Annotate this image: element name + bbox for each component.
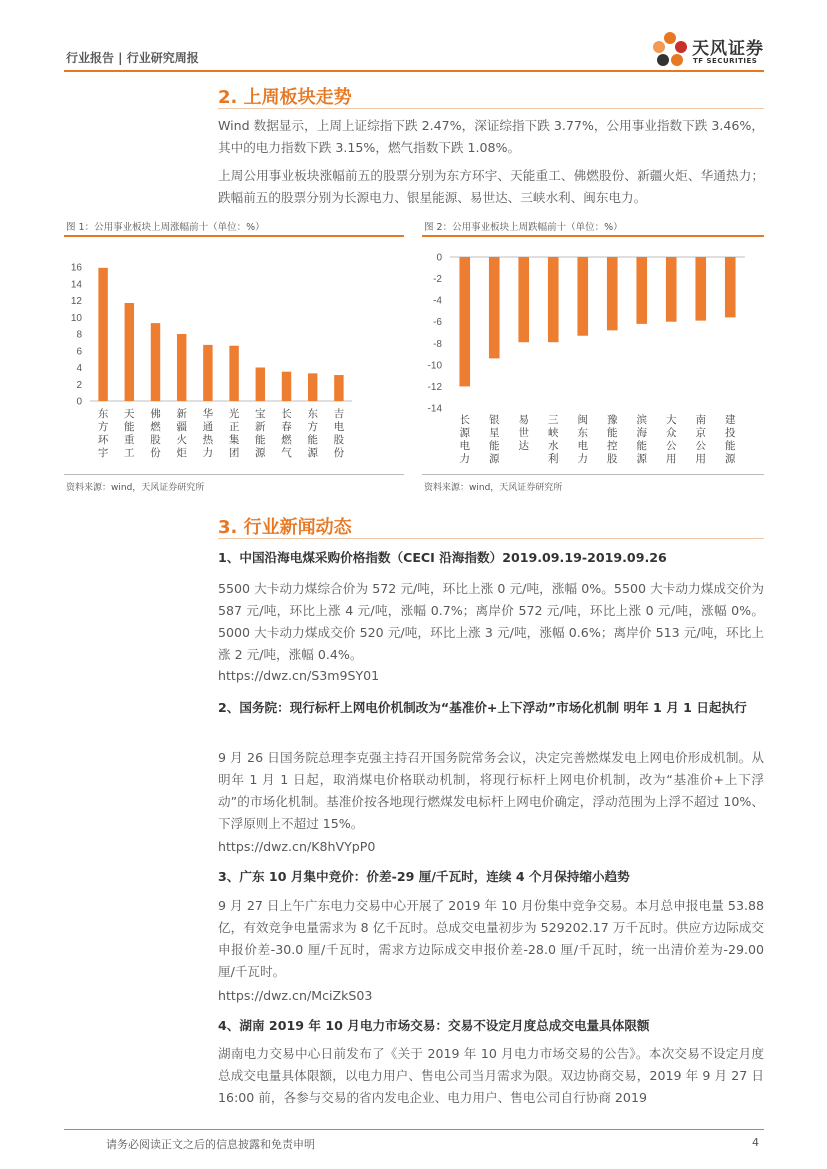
news-2-link[interactable]: https://dwz.cn/K8hVYpP0 — [218, 839, 376, 854]
brand-logo — [650, 30, 770, 74]
figure-1-title: 图 1：公用事业板块上周涨幅前十（单位：%） — [66, 222, 265, 233]
figure-1-rule — [64, 235, 404, 237]
news-3-link[interactable]: https://dwz.cn/MciZkS03 — [218, 988, 373, 1003]
losers-category-label: 银星能源 — [489, 414, 500, 465]
gainers-bar — [177, 334, 186, 401]
losers-bar — [459, 257, 470, 386]
losers-y-tick-label: -4 — [433, 295, 442, 307]
losers-bar — [636, 257, 647, 324]
figure-2-rule — [422, 235, 764, 237]
losers-bar — [607, 257, 618, 330]
gainers-bar — [256, 368, 265, 402]
losers-bar — [666, 257, 677, 322]
losers-y-tick-label: -2 — [433, 274, 442, 286]
gainers-y-tick-label: 12 — [70, 296, 82, 307]
figure-1-source-rule — [64, 474, 404, 475]
losers-bar — [577, 257, 588, 336]
losers-bar — [725, 257, 736, 317]
gainers-category-label: 吉电股份 — [333, 408, 345, 459]
gainers-category-label: 佛燃股份 — [150, 408, 161, 459]
losers-y-tick-label: 0 — [436, 252, 442, 264]
gainers-bar-chart — [62, 242, 406, 464]
losers-category-label: 闽东电力 — [577, 414, 588, 465]
losers-category-label: 易世达 — [518, 414, 529, 452]
flower-logo-icon — [650, 30, 690, 74]
news-4-title: 4、湖南 2019 年 10 月电力市场交易：交易不设定月度总成交电量具体限额 — [218, 1018, 650, 1033]
section-2-title: 2. 上周板块走势 — [218, 87, 352, 108]
section-2-rule — [218, 108, 764, 109]
gainers-bar — [125, 303, 134, 401]
gainers-category-label: 东方能源 — [307, 408, 318, 459]
gainers-y-tick-label: 6 — [76, 346, 82, 358]
gainers-y-tick-label: 8 — [76, 329, 82, 341]
losers-y-tick-label: -12 — [427, 381, 442, 393]
losers-bar — [695, 257, 706, 321]
footer-rule — [64, 1129, 764, 1130]
page-number: 4 — [752, 1136, 759, 1149]
gainers-category-label: 长春燃气 — [281, 408, 292, 459]
logo-chinese-name: 天风证券 — [692, 39, 764, 59]
losers-category-label: 豫能控股 — [607, 414, 618, 465]
gainers-category-label: 新疆火炬 — [176, 408, 187, 459]
losers-y-tick-label: -14 — [427, 403, 442, 415]
losers-y-tick-label: -6 — [433, 317, 442, 329]
section-3-rule — [218, 538, 764, 539]
figure-2-title: 图 2：公用事业板块上周跌幅前十（单位：%） — [424, 222, 623, 233]
losers-y-tick-label: -8 — [433, 338, 442, 350]
news-1-title: 1、中国沿海电煤采购价格指数（CECI 沿海指数）2019.09.19-2019.09.26 — [218, 550, 667, 565]
losers-category-label: 大众公用 — [666, 414, 677, 465]
figure-2-source-rule — [422, 474, 764, 475]
gainers-y-tick-label: 2 — [76, 379, 82, 391]
gainers-category-label: 宝新能源 — [255, 408, 266, 459]
losers-category-label: 三峡水利 — [548, 414, 559, 465]
news-2-title: 2、国务院：现行标杆上网电价机制改为“基准价+上下浮动”市场化机制 明年 1 月 1 日起执行 — [218, 700, 747, 715]
news-1-link[interactable]: https://dwz.cn/S3m9SY01 — [218, 668, 380, 683]
figure-1-source: 资料来源：wind，天风证券研究所 — [66, 483, 205, 493]
disclaimer-notice: 请务必阅读正文之后的信息披露和免责申明 — [106, 1138, 315, 1151]
losers-category-label: 建投能源 — [725, 414, 736, 465]
news-3-body: 9 月 27 日上午广东电力交易中心开展了 2019 年 10 月份集中竞争交易。本月总申报电量 53.88 亿，有效竞争电量需求为 8 亿千瓦时。总成交电量初步为 529202.17 万千瓦时。供应方边际成交申报价差-30.0 厘/千瓦时，需求方边际成交申报价差-28.0 厘/千瓦时，统一出清价差为-29.00 厘/千瓦时。 — [218, 898, 764, 979]
gainers-bar — [229, 346, 238, 401]
losers-bar-chart — [420, 242, 766, 467]
gainers-y-tick-label: 4 — [76, 363, 82, 374]
report-breadcrumb: 行业报告 | 行业研究周报 — [66, 51, 199, 65]
losers-category-label: 滨海能源 — [636, 414, 647, 465]
losers-y-tick-label: -10 — [427, 360, 442, 372]
gainers-category-label: 华通热力 — [202, 408, 214, 459]
market-summary-paragraph: Wind 数据显示，上周上证综指下跌 2.47%，深证综指下跌 3.77%，公用事业指数下跌 3.46%，其中的电力指数下跌 3.15%，燃气指数下跌 1.08%。 — [218, 118, 764, 155]
gainers-y-tick-label: 0 — [76, 396, 82, 408]
losers-bar — [489, 257, 500, 358]
gainers-bar — [334, 375, 343, 401]
losers-category-label: 长源电力 — [459, 414, 470, 465]
gainers-category-label: 天能重工 — [124, 408, 135, 459]
top-movers-paragraph: 上周公用事业板块涨幅前五的股票分别为东方环宇、天能重工、佛燃股份、新疆火炬、华通热力；跌幅前五的股票分别为长源电力、银星能源、易世达、三峡水利、闽东电力。 — [218, 168, 764, 205]
gainers-bar — [282, 372, 291, 401]
gainers-category-label: 光正集团 — [228, 408, 240, 459]
gainers-bar — [308, 373, 317, 401]
section-3-title: 3. 行业新闻动态 — [218, 517, 352, 538]
logo-english-name: TF SECURITIES — [693, 57, 758, 65]
figure-2-source: 资料来源：wind，天风证券研究所 — [424, 483, 563, 493]
gainers-category-label: 东方环宇 — [97, 408, 109, 459]
gainers-y-tick-label: 14 — [70, 279, 82, 291]
losers-bar — [518, 257, 529, 342]
news-3-title: 3、广东 10 月集中竞价：价差-29 厘/千瓦时，连续 4 个月保持缩小趋势 — [218, 869, 630, 884]
gainers-bar — [98, 268, 107, 401]
losers-bar — [548, 257, 559, 342]
gainers-bar — [151, 323, 160, 401]
news-2-body: 9 月 26 日国务院总理李克强主持召开国务院常务会议，决定完善燃煤发电上网电价形成机制。从明年 1 月 1 日起，取消煤电价格联动机制，将现行标杆上网电价机制，改为“基准价+上下浮动”的市场化机制。基准价按各地现行燃煤发电标杆上网电价确定，浮动范围为上浮不超过 10%、下浮原则上不超过 15%。 — [218, 750, 764, 831]
losers-category-label: 南京公用 — [695, 414, 706, 465]
gainers-y-tick-label: 16 — [70, 262, 82, 274]
news-4-body: 湖南电力交易中心日前发布了《关于 2019 年 10 月电力市场交易的公告》。本次交易不设定月度总成交电量具体限额，以电力用户、售电公司当月需求为限。双边协商交易，2019 年 9 月 27 日 16:00 前，各参与交易的省内发电企业、电力用户、售电公司自行协商 2019 — [218, 1046, 764, 1105]
gainers-bar — [203, 345, 212, 401]
gainers-y-tick-label: 10 — [70, 312, 82, 324]
news-1-body: 5500 大卡动力煤综合价为 572 元/吨，环比上涨 0 元/吨，涨幅 0%。5500 大卡动力煤成交价为 587 元/吨，环比上涨 4 元/吨，涨幅 0.7%；离岸价 572 元/吨，环比上涨 0 元/吨，涨幅 0%。5000 大卡动力煤成交价 520 元/吨，环比上涨 3 元/吨，涨幅 0.6%；离岸价 513 元/吨，环比上涨 2 元/吨，涨幅 0.4%。 — [218, 581, 764, 662]
